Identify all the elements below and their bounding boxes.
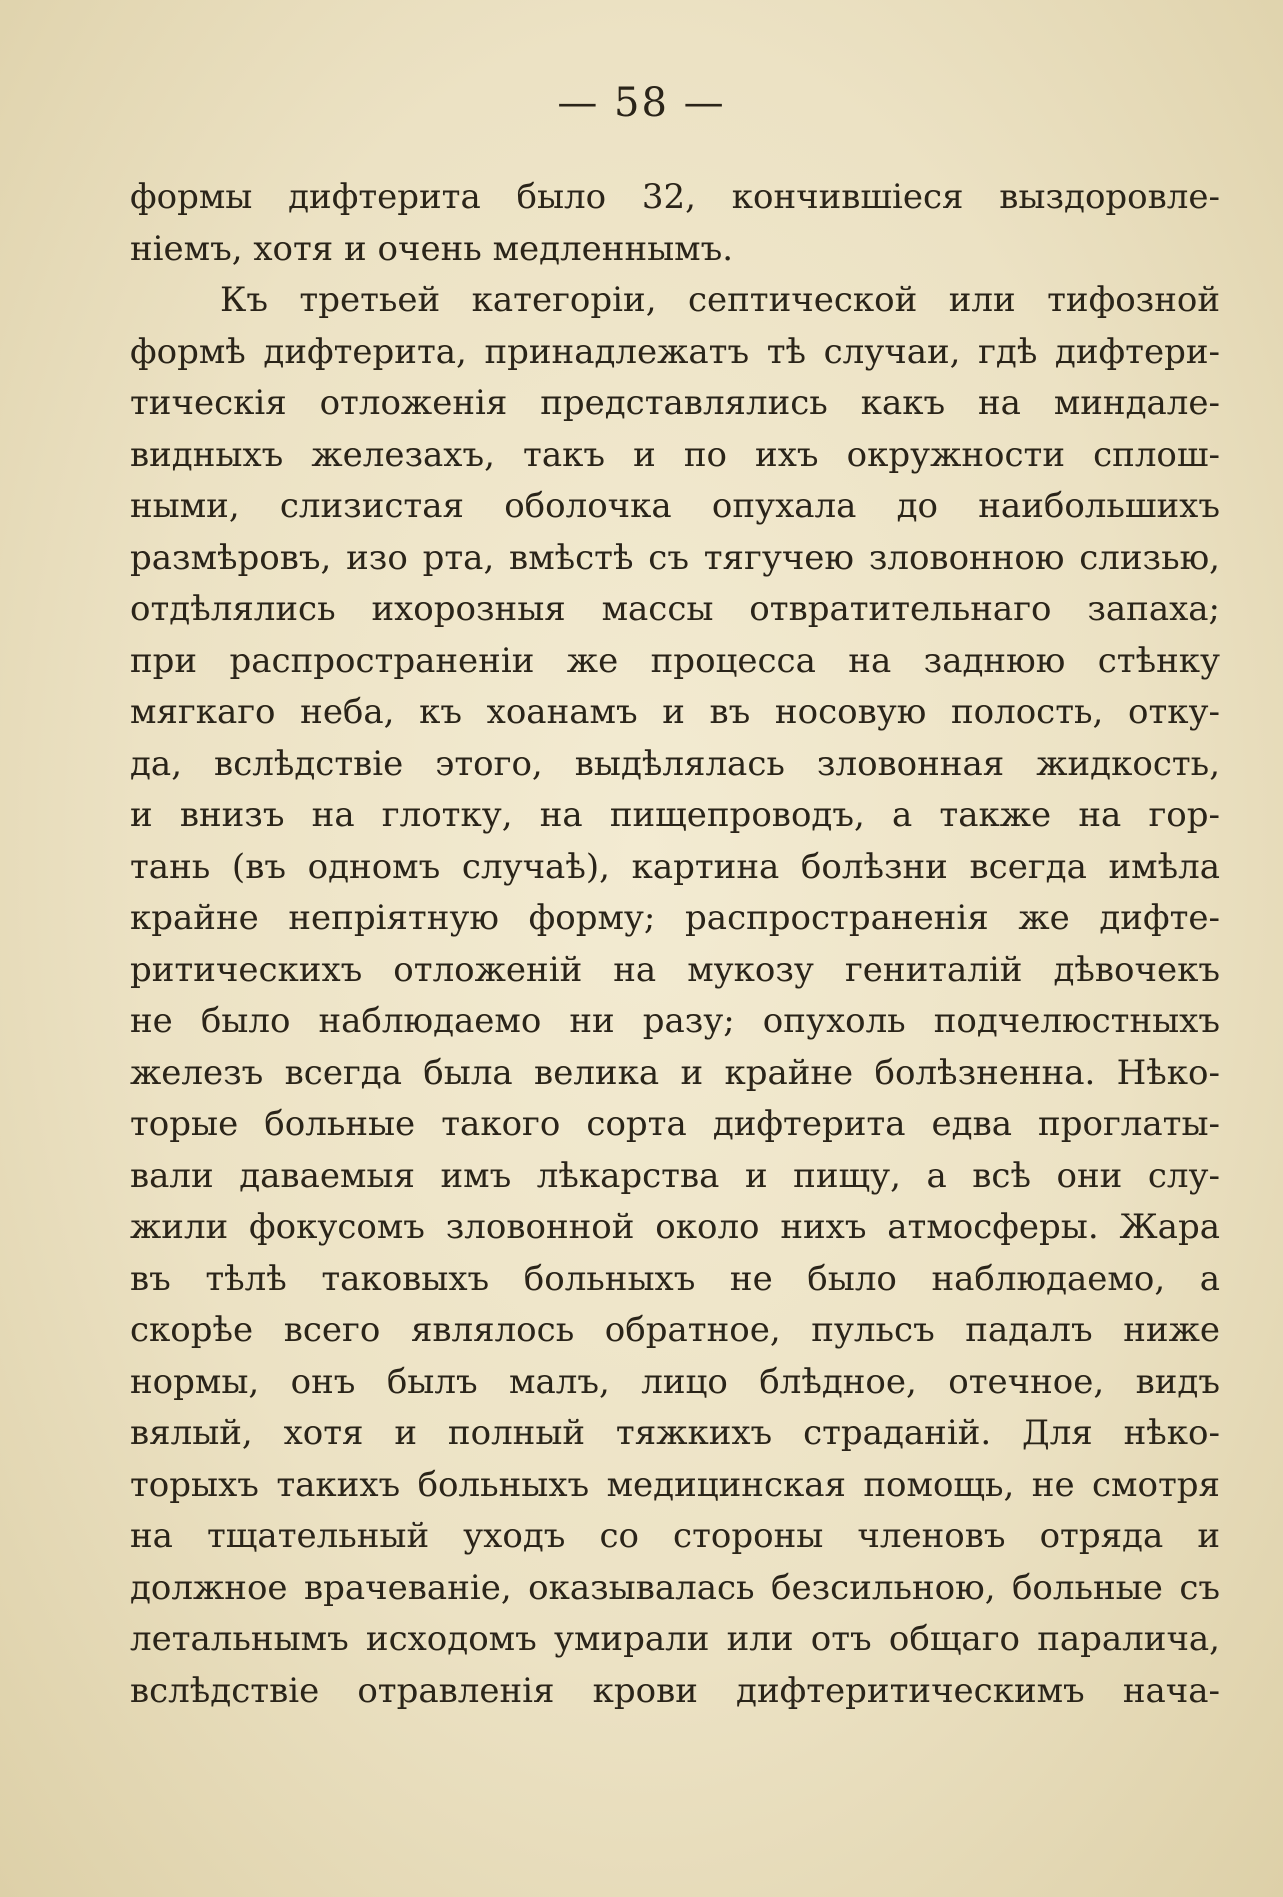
text-line: летальнымъ исходомъ умирали или отъ общаго паралича, xyxy=(130,1619,1220,1659)
paragraph-first-line: Къ третьей категорiи, септической или тифозной xyxy=(220,280,1220,320)
text-line: въ тѣлѣ таковыхъ больныхъ не было наблюдаемо, а xyxy=(130,1258,1220,1299)
text-line: не было наблюдаемо ни разу; опухоль подчелюстныхъ xyxy=(130,1001,1220,1041)
text-line: на тщательный уходъ со стороны членовъ отряда и xyxy=(130,1516,1220,1556)
text-line: тическiя отложенiя представлялись какъ на миндале- xyxy=(130,383,1220,423)
text-line: вялый, хотя и полный тяжкихъ страданiй. Для нѣко- xyxy=(130,1413,1220,1453)
text-line: торыхъ такихъ больныхъ медицинская помощь, не смотря xyxy=(130,1464,1220,1505)
body-text xyxy=(130,172,1220,1717)
text-line: ритическихъ отложенiй на мукозу гениталiй дѣвочекъ xyxy=(130,949,1220,990)
text-line: ными, слизистая оболочка опухала до наибольшихъ xyxy=(130,486,1220,526)
text-line: размѣровъ, изо рта, вмѣстѣ съ тягучею зловонною слизью, xyxy=(130,537,1220,578)
text-line: вслѣдствiе отравленiя крови дифтеритическимъ нача- xyxy=(130,1670,1220,1711)
text-line: и внизъ на глотку, на пищепроводъ, а также на гор- xyxy=(130,795,1220,835)
text-line: да, вслѣдствiе этого, выдѣлялась зловонная жидкость, xyxy=(130,743,1220,784)
text-line: нормы, онъ былъ малъ, лицо блѣдное, отечное, видъ xyxy=(130,1361,1220,1402)
text-line: жили фокусомъ зловонной около нихъ атмосферы. Жара xyxy=(130,1207,1220,1247)
text-line: вали даваемыя имъ лѣкарства и пищу, а всѣ они слу- xyxy=(130,1155,1220,1196)
text-line: при распространенiи же процесса на заднюю стѣнку xyxy=(130,640,1220,681)
text-line: крайне непрiятную форму; распространенiя же дифте- xyxy=(130,898,1220,938)
text-line: нiемъ, хотя и очень медленнымъ. xyxy=(130,228,734,269)
text-line: видныхъ железахъ, такъ и по ихъ окружности сплош- xyxy=(130,434,1220,475)
text-line: мягкаго неба, къ хоанамъ и въ носовую полость, отку- xyxy=(130,692,1220,732)
text-line: тань (въ одномъ случаѣ), картина болѣзни всегда имѣла xyxy=(130,846,1220,887)
text-line: скорѣе всего являлось обратное, пульсъ падалъ ниже xyxy=(130,1310,1220,1350)
text-line: торые больные такого сорта дифтерита едва проглаты- xyxy=(130,1104,1220,1144)
text-line: формѣ дифтерита, принадлежатъ тѣ случаи, гдѣ дифтери- xyxy=(130,331,1220,372)
text-line: железъ всегда была велика и крайне болѣзненна. Нѣко- xyxy=(130,1052,1220,1093)
text-line: формы дифтерита было 32, кончившiеся выздоровле- xyxy=(130,177,1220,217)
page-number: — 58 — xyxy=(557,80,726,126)
text-line: отдѣлялись ихорозныя массы отвратительнаго запаха; xyxy=(130,589,1220,629)
text-line: должное врачеванiе, оказывалась безсильною, больные съ xyxy=(130,1567,1220,1608)
